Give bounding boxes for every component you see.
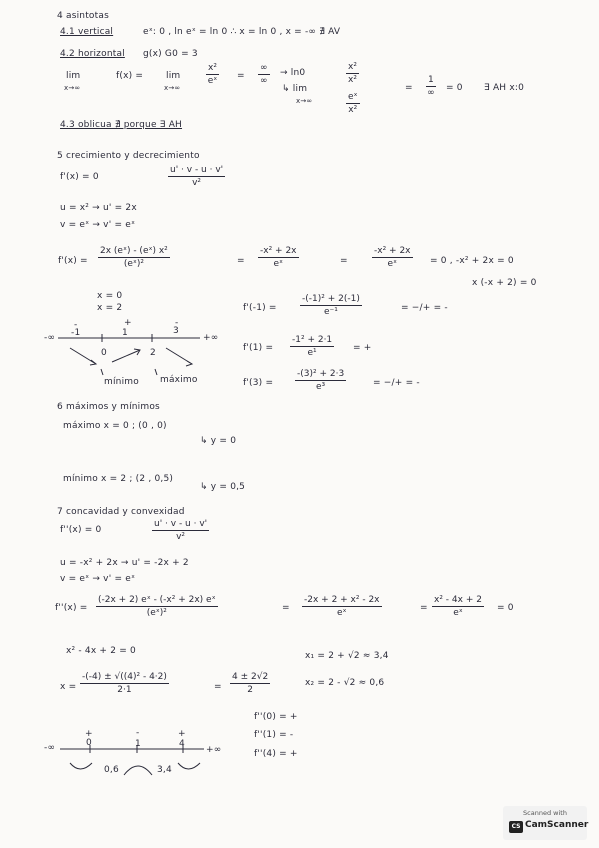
u-definition: u = x² → u' = 2x (60, 203, 137, 213)
first-derivative-simplified: $\frac{\text{-x² + 2x}}{\text{eˣ}}$ (260, 246, 297, 269)
horizontal-equation: g(x) G0 = 3 (143, 49, 198, 59)
critical-point-2: x = 2 (97, 303, 123, 313)
first-derivative-fraction: $\frac{\text{2x (eˣ) - (eˣ) x²}}{\text{(eˣ)²}}$ (100, 246, 168, 269)
test-3-result: = −/+ = - (373, 378, 420, 388)
concave-up-arc-2 (178, 763, 200, 769)
limit-subscript: x→∞ (64, 84, 81, 92)
decreasing-arrow-2-head (186, 361, 192, 366)
limit-word-3: ↳ lim (282, 84, 308, 94)
second-derivative-label: f''(x) = (55, 603, 88, 613)
test-3-fraction: $\frac{\text{-(3)² + 2·3}}{\text{e³}}$ (297, 369, 345, 392)
test-3-label: f'(3) = (243, 378, 274, 388)
concavity-sign-3: + (178, 729, 186, 739)
indeterminate-fraction: ∞ ∞ (260, 63, 268, 86)
sign-interval-3: - (175, 318, 179, 328)
root-x1: x₁ = 2 + √2 ≈ 3,4 (305, 651, 389, 661)
quadratic-simplified: $\frac{4 \pm 2√2}{2}$ (232, 672, 269, 695)
quadratic-equation: x² - 4x + 2 = 0 (66, 646, 136, 656)
first-derivative-label: f'(x) = (58, 256, 88, 266)
axis-left-label: -∞ (44, 333, 56, 343)
minimum-pointer (101, 369, 103, 375)
concavity-sign-2: - (136, 728, 140, 738)
factored-equation: x (-x + 2) = 0 (472, 278, 537, 288)
vertical-equation: eˣ: 0 , ln eˣ = ln 0 ∴ x = ln 0 , x = -∞ ∄ AV (143, 27, 341, 37)
compound-fraction: $\frac{\text{x²}}{\text{x²}}$ (348, 62, 357, 85)
derivative-zero-equation: = 0 , -x² + 2x = 0 (430, 256, 514, 266)
section-7-title: 7 concavidad y convexidad (57, 507, 185, 517)
camscanner-logo-icon: CS (509, 821, 523, 833)
watermark-caption: Scanned with (523, 809, 567, 817)
test-2-fraction: $\frac{\text{-1² + 2·1}}{\text{e¹}}$ (292, 335, 333, 358)
equals-sign-2: = (405, 83, 413, 93)
test-point-2: 1 (122, 328, 128, 338)
v-definition: v = eˣ → v' = eˣ (60, 220, 136, 230)
limit-word-2: lim (166, 71, 181, 81)
test-1-label: f'(-1) = (243, 303, 277, 313)
test-point-1: -1 (71, 328, 81, 338)
section-6-title: 6 máximos y mínimos (57, 402, 160, 412)
test-2-result: = + (353, 343, 372, 353)
maximum-label: máximo (160, 375, 198, 385)
equals-zero: = 0 (446, 83, 463, 93)
compound-fraction-2: $\frac{\text{eˣ}}{\text{x²}}$ (348, 92, 358, 115)
maximum-y: ↳ y = 0 (200, 436, 237, 446)
test-point-3: 3 (173, 326, 179, 336)
sign-interval-1: - (74, 320, 78, 330)
equals-sign-4: = (340, 256, 348, 266)
decreasing-arrow-1 (70, 348, 96, 364)
minimum-point: mínimo x = 2 ; (2 , 0,5) (63, 474, 174, 484)
root-x2: x₂ = 2 - √2 ≈ 0,6 (305, 678, 385, 688)
sign-interval-2: + (124, 318, 132, 328)
equals-sign-3: = (237, 256, 245, 266)
v-definition-2: v = eˣ → v' = eˣ (60, 574, 136, 584)
equals-sign-6: = (420, 603, 428, 613)
critical-point-1: x = 0 (97, 291, 123, 301)
inflection-point-1: 0,6 (104, 765, 119, 775)
one-over-infinity: 1 ∞ (427, 75, 435, 98)
first-derivative-zero: $\frac{\text{-x² + 2x}}{\text{eˣ}}$ (374, 246, 411, 269)
vertical-label: 4.1 vertical (60, 27, 114, 37)
concavity-test-1: f''(1) = - (254, 730, 294, 740)
limit-word: lim (66, 71, 81, 81)
u-definition-2: u = -x² + 2x → u' = -2x + 2 (60, 558, 189, 568)
quadratic-formula: $\frac{\text{-(-4) ± √((4)² - 4·2)}}{2\cdot 1}$ (82, 672, 167, 695)
concavity-tick-2: 1 (135, 739, 141, 749)
concave-up-arc-1 (70, 763, 92, 769)
axis-left-label-2: -∞ (44, 743, 56, 753)
test-1-fraction: $\frac{\text{-(-1)² + 2(-1)}}{\text{e⁻¹}}$ (302, 294, 360, 317)
camscanner-watermark (503, 806, 587, 840)
equals-sign-5: = (282, 603, 290, 613)
axis-right-label: +∞ (203, 333, 219, 343)
concavity-test-4: f''(4) = + (254, 749, 298, 759)
concavity-test-0: f''(0) = + (254, 712, 298, 722)
concavity-tick-3: 4 (179, 739, 185, 749)
oblique-label: 4.3 oblicua ∄ porque ∃ AH (60, 120, 183, 130)
limit-subscript-2: x→∞ (164, 84, 181, 92)
section-4-title: 4 asintotas (57, 11, 109, 21)
quotient-rule: $\frac{u' \cdot v - u \cdot v'}{\text{v²}}$ (170, 165, 224, 188)
equals-sign: = (237, 71, 245, 81)
point-zero: 0 (101, 348, 107, 358)
test-2-label: f'(1) = (243, 343, 274, 353)
axis-right-label-2: +∞ (206, 745, 222, 755)
minimum-label: mínimo (104, 377, 139, 387)
fx-label: f(x) = (116, 71, 144, 81)
maximum-point: máximo x = 0 ; (0 , 0) (63, 421, 167, 431)
watermark-brand: CamScanner (525, 820, 589, 830)
second-derivative-simplified: $\frac{\text{x² - 4x + 2}}{\text{eˣ}}$ (434, 595, 482, 618)
x-equals: x = (60, 682, 77, 692)
limit-fraction: $\frac{\text{x²}}{\text{eˣ}}$ (207, 63, 218, 86)
quotient-rule-2: $\frac{u' \cdot v - u \cdot v'}{\text{v²}}$ (154, 519, 208, 542)
limit-subscript-3: x→∞ (296, 97, 313, 105)
second-derivative-expanded: $\frac{\text{-2x + 2 + x² - 2x}}{\text{eˣ}}$ (304, 595, 380, 618)
equals-sign-7: = (214, 682, 222, 692)
increasing-arrow (112, 350, 140, 362)
second-derivative-equation: f''(x) = 0 (60, 525, 102, 535)
minimum-y: ↳ y = 0,5 (200, 482, 246, 492)
derivative-equation: f'(x) = 0 (60, 172, 99, 182)
horizontal-label: 4.2 horizontal (60, 49, 125, 59)
concave-down-arc (124, 766, 152, 775)
point-two: 2 (150, 348, 156, 358)
equals-zero-2: = 0 (497, 603, 514, 613)
infinity-arrow: → ln0 (280, 68, 306, 78)
concavity-sign-1: + (85, 729, 93, 739)
test-1-result: = −/+ = - (401, 303, 448, 313)
horizontal-asymptote-result: ∃ AH x:0 (484, 83, 525, 93)
section-5-title: 5 crecimiento y decrecimiento (57, 151, 200, 161)
maximum-pointer (155, 369, 157, 375)
concavity-tick-1: 0 (86, 738, 92, 748)
second-derivative-fraction: $\frac{\text{(-2x + 2) eˣ - (-x² + 2x) eˣ}}{\text{(eˣ)²}}$ (98, 595, 216, 618)
inflection-point-2: 3,4 (157, 765, 172, 775)
